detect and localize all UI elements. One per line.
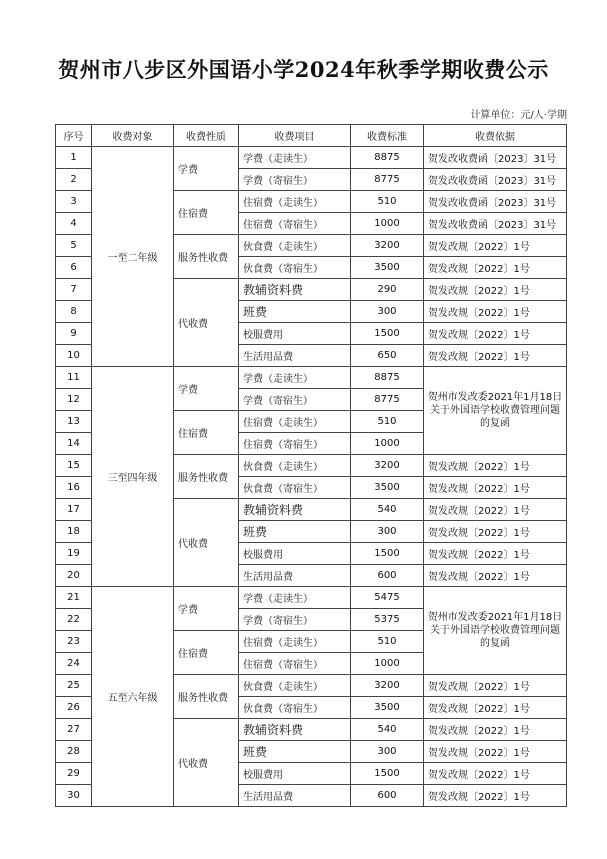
amount-cell: 5375: [351, 609, 424, 631]
item-cell: 住宿费（寄宿生）: [239, 433, 351, 455]
amount-cell: 5475: [351, 587, 424, 609]
target-cell: 三至四年级: [92, 367, 174, 587]
basis-cell: 贺发改收费函〔2023〕31号: [424, 191, 567, 213]
nature-cell: 代收费: [174, 279, 239, 367]
item-cell: 住宿费（走读生）: [239, 631, 351, 653]
basis-cell: 贺发改收费函〔2023〕31号: [424, 169, 567, 191]
basis-cell: 贺发改收费函〔2023〕31号: [424, 147, 567, 169]
item-cell: 住宿费（寄宿生）: [239, 213, 351, 235]
row-number-cell: 12: [56, 389, 92, 411]
basis-cell: 贺发改规〔2022〕1号: [424, 763, 567, 785]
nature-cell: 代收费: [174, 499, 239, 587]
nature-cell: 住宿费: [174, 191, 239, 235]
amount-cell: 3200: [351, 455, 424, 477]
row-number-cell: 10: [56, 345, 92, 367]
amount-cell: 8775: [351, 169, 424, 191]
header-no: 序号: [56, 125, 92, 147]
item-cell: 学费（走读生）: [239, 147, 351, 169]
basis-cell: 贺发改规〔2022〕1号: [424, 455, 567, 477]
row-number-cell: 28: [56, 741, 92, 763]
fee-table-body: [56, 147, 567, 807]
amount-cell: 1000: [351, 213, 424, 235]
amount-cell: 1500: [351, 763, 424, 785]
nature-cell: 学费: [174, 367, 239, 411]
item-cell: 伙食费（寄宿生）: [239, 697, 351, 719]
basis-cell: 贺发改规〔2022〕1号: [424, 543, 567, 565]
basis-cell: 贺发改规〔2022〕1号: [424, 235, 567, 257]
item-cell: 教辅资料费: [239, 279, 351, 301]
amount-cell: 8875: [351, 147, 424, 169]
row-number-cell: 9: [56, 323, 92, 345]
item-cell: 学费（寄宿生）: [239, 389, 351, 411]
table-row: [56, 147, 567, 169]
amount-cell: 1500: [351, 543, 424, 565]
basis-cell: 贺发改规〔2022〕1号: [424, 477, 567, 499]
header-nature: 收费性质: [174, 125, 239, 147]
amount-cell: 3500: [351, 477, 424, 499]
target-cell: 五至六年级: [92, 587, 174, 807]
target-cell: 一至二年级: [92, 147, 174, 367]
basis-cell: 贺发改规〔2022〕1号: [424, 741, 567, 763]
row-number-cell: 22: [56, 609, 92, 631]
item-cell: 生活用品费: [239, 785, 351, 807]
header-target: 收费对象: [92, 125, 174, 147]
row-number-cell: 6: [56, 257, 92, 279]
item-cell: 学费（走读生）: [239, 367, 351, 389]
nature-cell: 学费: [174, 147, 239, 191]
row-number-cell: 14: [56, 433, 92, 455]
amount-cell: 650: [351, 345, 424, 367]
basis-cell: 贺发改收费函〔2023〕31号: [424, 213, 567, 235]
item-cell: 住宿费（走读生）: [239, 191, 351, 213]
item-cell: 班费: [239, 521, 351, 543]
item-cell: 教辅资料费: [239, 499, 351, 521]
amount-cell: 3500: [351, 697, 424, 719]
item-cell: 教辅资料费: [239, 719, 351, 741]
basis-cell: 贺发改规〔2022〕1号: [424, 499, 567, 521]
item-cell: 伙食费（寄宿生）: [239, 477, 351, 499]
item-cell: 住宿费（走读生）: [239, 411, 351, 433]
row-number-cell: 3: [56, 191, 92, 213]
row-number-cell: 26: [56, 697, 92, 719]
row-number-cell: 13: [56, 411, 92, 433]
header-amount: 收费标准: [351, 125, 424, 147]
amount-cell: 540: [351, 719, 424, 741]
amount-cell: 3500: [351, 257, 424, 279]
amount-cell: 600: [351, 785, 424, 807]
row-number-cell: 27: [56, 719, 92, 741]
basis-cell: 贺发改规〔2022〕1号: [424, 345, 567, 367]
amount-cell: 510: [351, 191, 424, 213]
nature-cell: 住宿费: [174, 631, 239, 675]
basis-cell: 贺发改规〔2022〕1号: [424, 301, 567, 323]
row-number-cell: 29: [56, 763, 92, 785]
item-cell: 校服费用: [239, 543, 351, 565]
nature-cell: 代收费: [174, 719, 239, 807]
item-cell: 伙食费（走读生）: [239, 455, 351, 477]
row-number-cell: 17: [56, 499, 92, 521]
row-number-cell: 20: [56, 565, 92, 587]
table-header-row: [56, 125, 567, 147]
amount-cell: 8775: [351, 389, 424, 411]
amount-cell: 8875: [351, 367, 424, 389]
fee-table: [55, 124, 567, 807]
basis-cell: 贺发改规〔2022〕1号: [424, 719, 567, 741]
row-number-cell: 2: [56, 169, 92, 191]
item-cell: 学费（寄宿生）: [239, 169, 351, 191]
item-cell: 学费（寄宿生）: [239, 609, 351, 631]
basis-cell: 贺发改规〔2022〕1号: [424, 323, 567, 345]
amount-cell: 540: [351, 499, 424, 521]
nature-cell: 服务性收费: [174, 235, 239, 279]
unit-note: 计算单位：元/人·学期: [470, 110, 567, 121]
amount-cell: 600: [351, 565, 424, 587]
row-number-cell: 11: [56, 367, 92, 389]
amount-cell: 290: [351, 279, 424, 301]
amount-cell: 3200: [351, 675, 424, 697]
row-number-cell: 18: [56, 521, 92, 543]
row-number-cell: 19: [56, 543, 92, 565]
basis-cell: 贺发改规〔2022〕1号: [424, 279, 567, 301]
row-number-cell: 5: [56, 235, 92, 257]
row-number-cell: 1: [56, 147, 92, 169]
row-number-cell: 21: [56, 587, 92, 609]
item-cell: 伙食费（走读生）: [239, 235, 351, 257]
nature-cell: 服务性收费: [174, 455, 239, 499]
amount-cell: 1500: [351, 323, 424, 345]
item-cell: 校服费用: [239, 323, 351, 345]
row-number-cell: 15: [56, 455, 92, 477]
amount-cell: 300: [351, 301, 424, 323]
amount-cell: 1000: [351, 433, 424, 455]
item-cell: 校服费用: [239, 763, 351, 785]
basis-cell: 贺发改规〔2022〕1号: [424, 697, 567, 719]
header-item: 收费项目: [239, 125, 351, 147]
basis-cell: 贺发改规〔2022〕1号: [424, 521, 567, 543]
item-cell: 班费: [239, 301, 351, 323]
header-basis: 收费依据: [424, 125, 567, 147]
basis-cell: 贺州市发改委2021年1月18日关于外国语学校收费管理问题的复函: [424, 367, 567, 455]
table-row: [56, 367, 567, 389]
amount-cell: 3200: [351, 235, 424, 257]
basis-cell: 贺发改规〔2022〕1号: [424, 565, 567, 587]
amount-cell: 1000: [351, 653, 424, 675]
item-cell: 学费（走读生）: [239, 587, 351, 609]
row-number-cell: 4: [56, 213, 92, 235]
table-row: [56, 587, 567, 609]
item-cell: 伙食费（走读生）: [239, 675, 351, 697]
basis-cell: 贺发改规〔2022〕1号: [424, 785, 567, 807]
nature-cell: 住宿费: [174, 411, 239, 455]
row-number-cell: 30: [56, 785, 92, 807]
item-cell: 生活用品费: [239, 565, 351, 587]
item-cell: 生活用品费: [239, 345, 351, 367]
basis-cell: 贺发改规〔2022〕1号: [424, 257, 567, 279]
nature-cell: 服务性收费: [174, 675, 239, 719]
nature-cell: 学费: [174, 587, 239, 631]
page-title: 贺州市八步区外国语小学2024年秋季学期收费公示: [58, 57, 549, 82]
item-cell: 班费: [239, 741, 351, 763]
row-number-cell: 16: [56, 477, 92, 499]
row-number-cell: 25: [56, 675, 92, 697]
amount-cell: 300: [351, 741, 424, 763]
amount-cell: 300: [351, 521, 424, 543]
amount-cell: 510: [351, 631, 424, 653]
row-number-cell: 8: [56, 301, 92, 323]
row-number-cell: 23: [56, 631, 92, 653]
item-cell: 伙食费（寄宿生）: [239, 257, 351, 279]
item-cell: 住宿费（寄宿生）: [239, 653, 351, 675]
row-number-cell: 7: [56, 279, 92, 301]
basis-cell: 贺州市发改委2021年1月18日关于外国语学校收费管理问题的复函: [424, 587, 567, 675]
basis-cell: 贺发改规〔2022〕1号: [424, 675, 567, 697]
amount-cell: 510: [351, 411, 424, 433]
row-number-cell: 24: [56, 653, 92, 675]
